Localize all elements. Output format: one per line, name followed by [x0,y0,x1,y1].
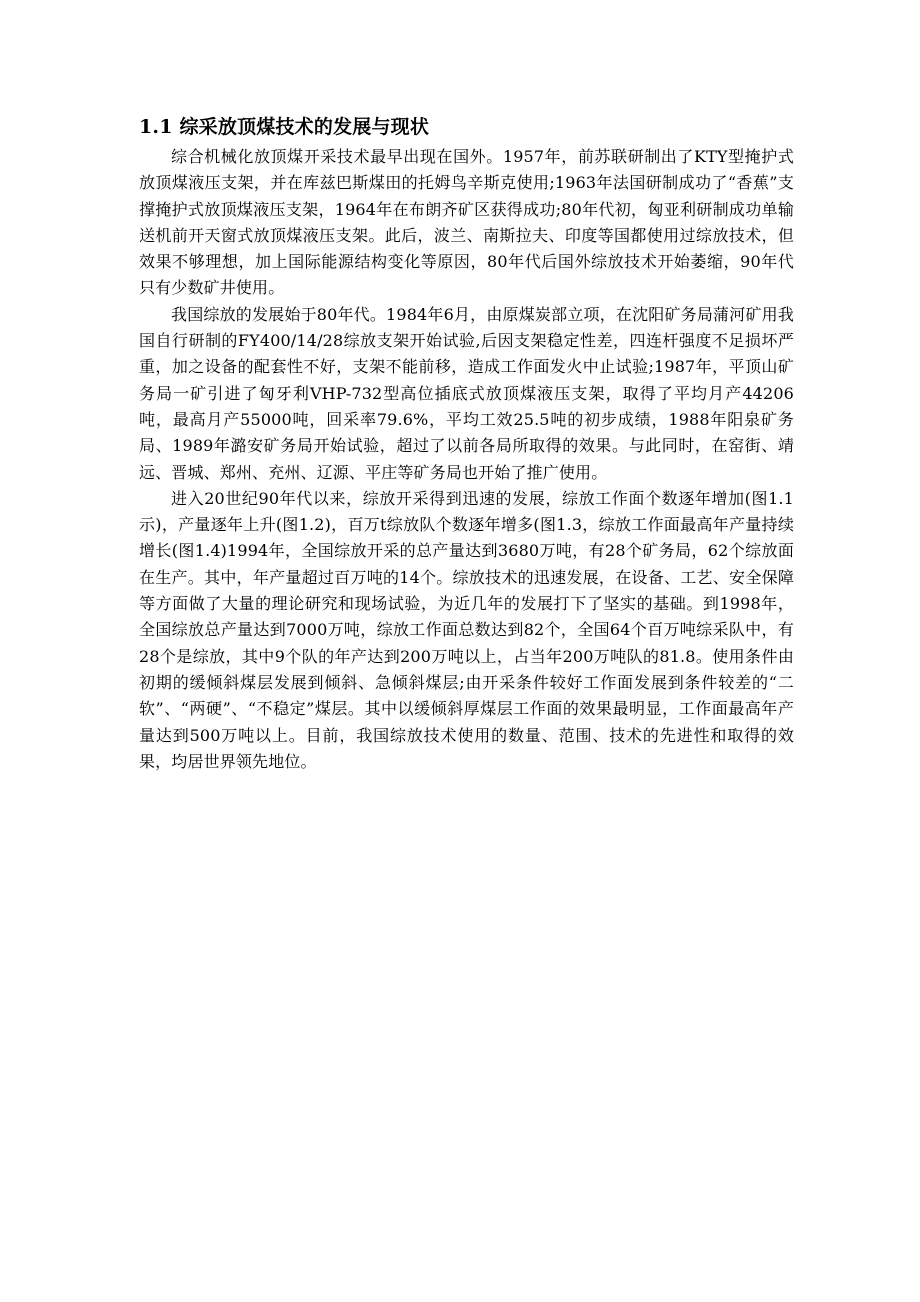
paragraph-domestic-beginning: 我国综放的发展始于80年代。1984年6月，由原煤炭部立项，在沈阳矿务局蒲河矿用我国自行研制的FY400/14/28综放支架开始试验,后因支架稳定性差，四连杆强度不足损坏严重，加之设备的配套性不好，支架不能前移，造成工作面发火中止试验;1987年，平顶山矿务局一矿引进了匈牙利VHP-732型高位插底式放顶煤液压支架，取得了平均月产44206吨，最高月产55000吨，回采率79.6%，平均工效25.5吨的初步成绩，1988年阳泉矿务局、1989年潞安矿务局开始试验，超过了以前各局所取得的效果。与此同时，在窑街、靖远、晋城、郑州、充州、辽源、平庄等矿务局也开始了推广使用。 [139,304,794,482]
paragraph-foreign-development: 综合机械化放顶煤开采技术最早出现在国外。1957年，前苏联研制出了KTY型掩护式放顶煤液压支架，并在库兹巴斯煤田的托姆鸟辛斯克使用;1963年法国研制成功了“香蕉”支撑掩护式放顶煤液压支架，1964年在布朗齐矿区获得成功;80年代初，匈亚利研制成功单输送机前开天窗式放顶煤液压支架。此后，波兰、南斯拉夫、印度等国都使用过综放技术，但效果不够理想，加上国际能源结构变化等原因，80年代后国外综放技术开始萎缩，90年代只有少数矿井使用。 [139,147,794,298]
section-heading: 1.1 综采放顶煤技术的发展与现状 [139,116,430,138]
paragraph-rapid-growth: 进入20世纪90年代以来，综放开采得到迅速的发展，综放工作面个数逐年增加(图1.1示)，产量逐年上升(图1.2)，百万t综放队个数逐年增多(图1.3，综放工作面最高年产量持续增长(图1.4)1994年，全国综放开采的总产量达到3680万吨，有28个矿务局，62个综放面在生产。其中，年产量超过百万吨的14个。综放技术的迅速发展，在设备、工艺、安全保障等方面做了大量的理论研究和现场试验，为近几年的发展打下了坚实的基础。到1998年，全国综放总产量达到7000万吨，综放工作面总数达到82个，全国64个百万吨综采队中，有28个是综放，其中9个队的年产达到200万吨以上，占当年200万吨队的81.8。使用条件由初期的缓倾斜煤层发展到倾斜、急倾斜煤层;由开采条件较好工作面发展到条件较差的“二软”、“两硬”、“不稳定”煤层。其中以缓倾斜厚煤层工作面的效果最明显，工作面最高年产量达到500万吨以上。目前，我国综放技术使用的数量、范围、技术的先进性和取得的效果，均居世界领先地位。 [139,488,794,771]
document-body [139,112,794,775]
